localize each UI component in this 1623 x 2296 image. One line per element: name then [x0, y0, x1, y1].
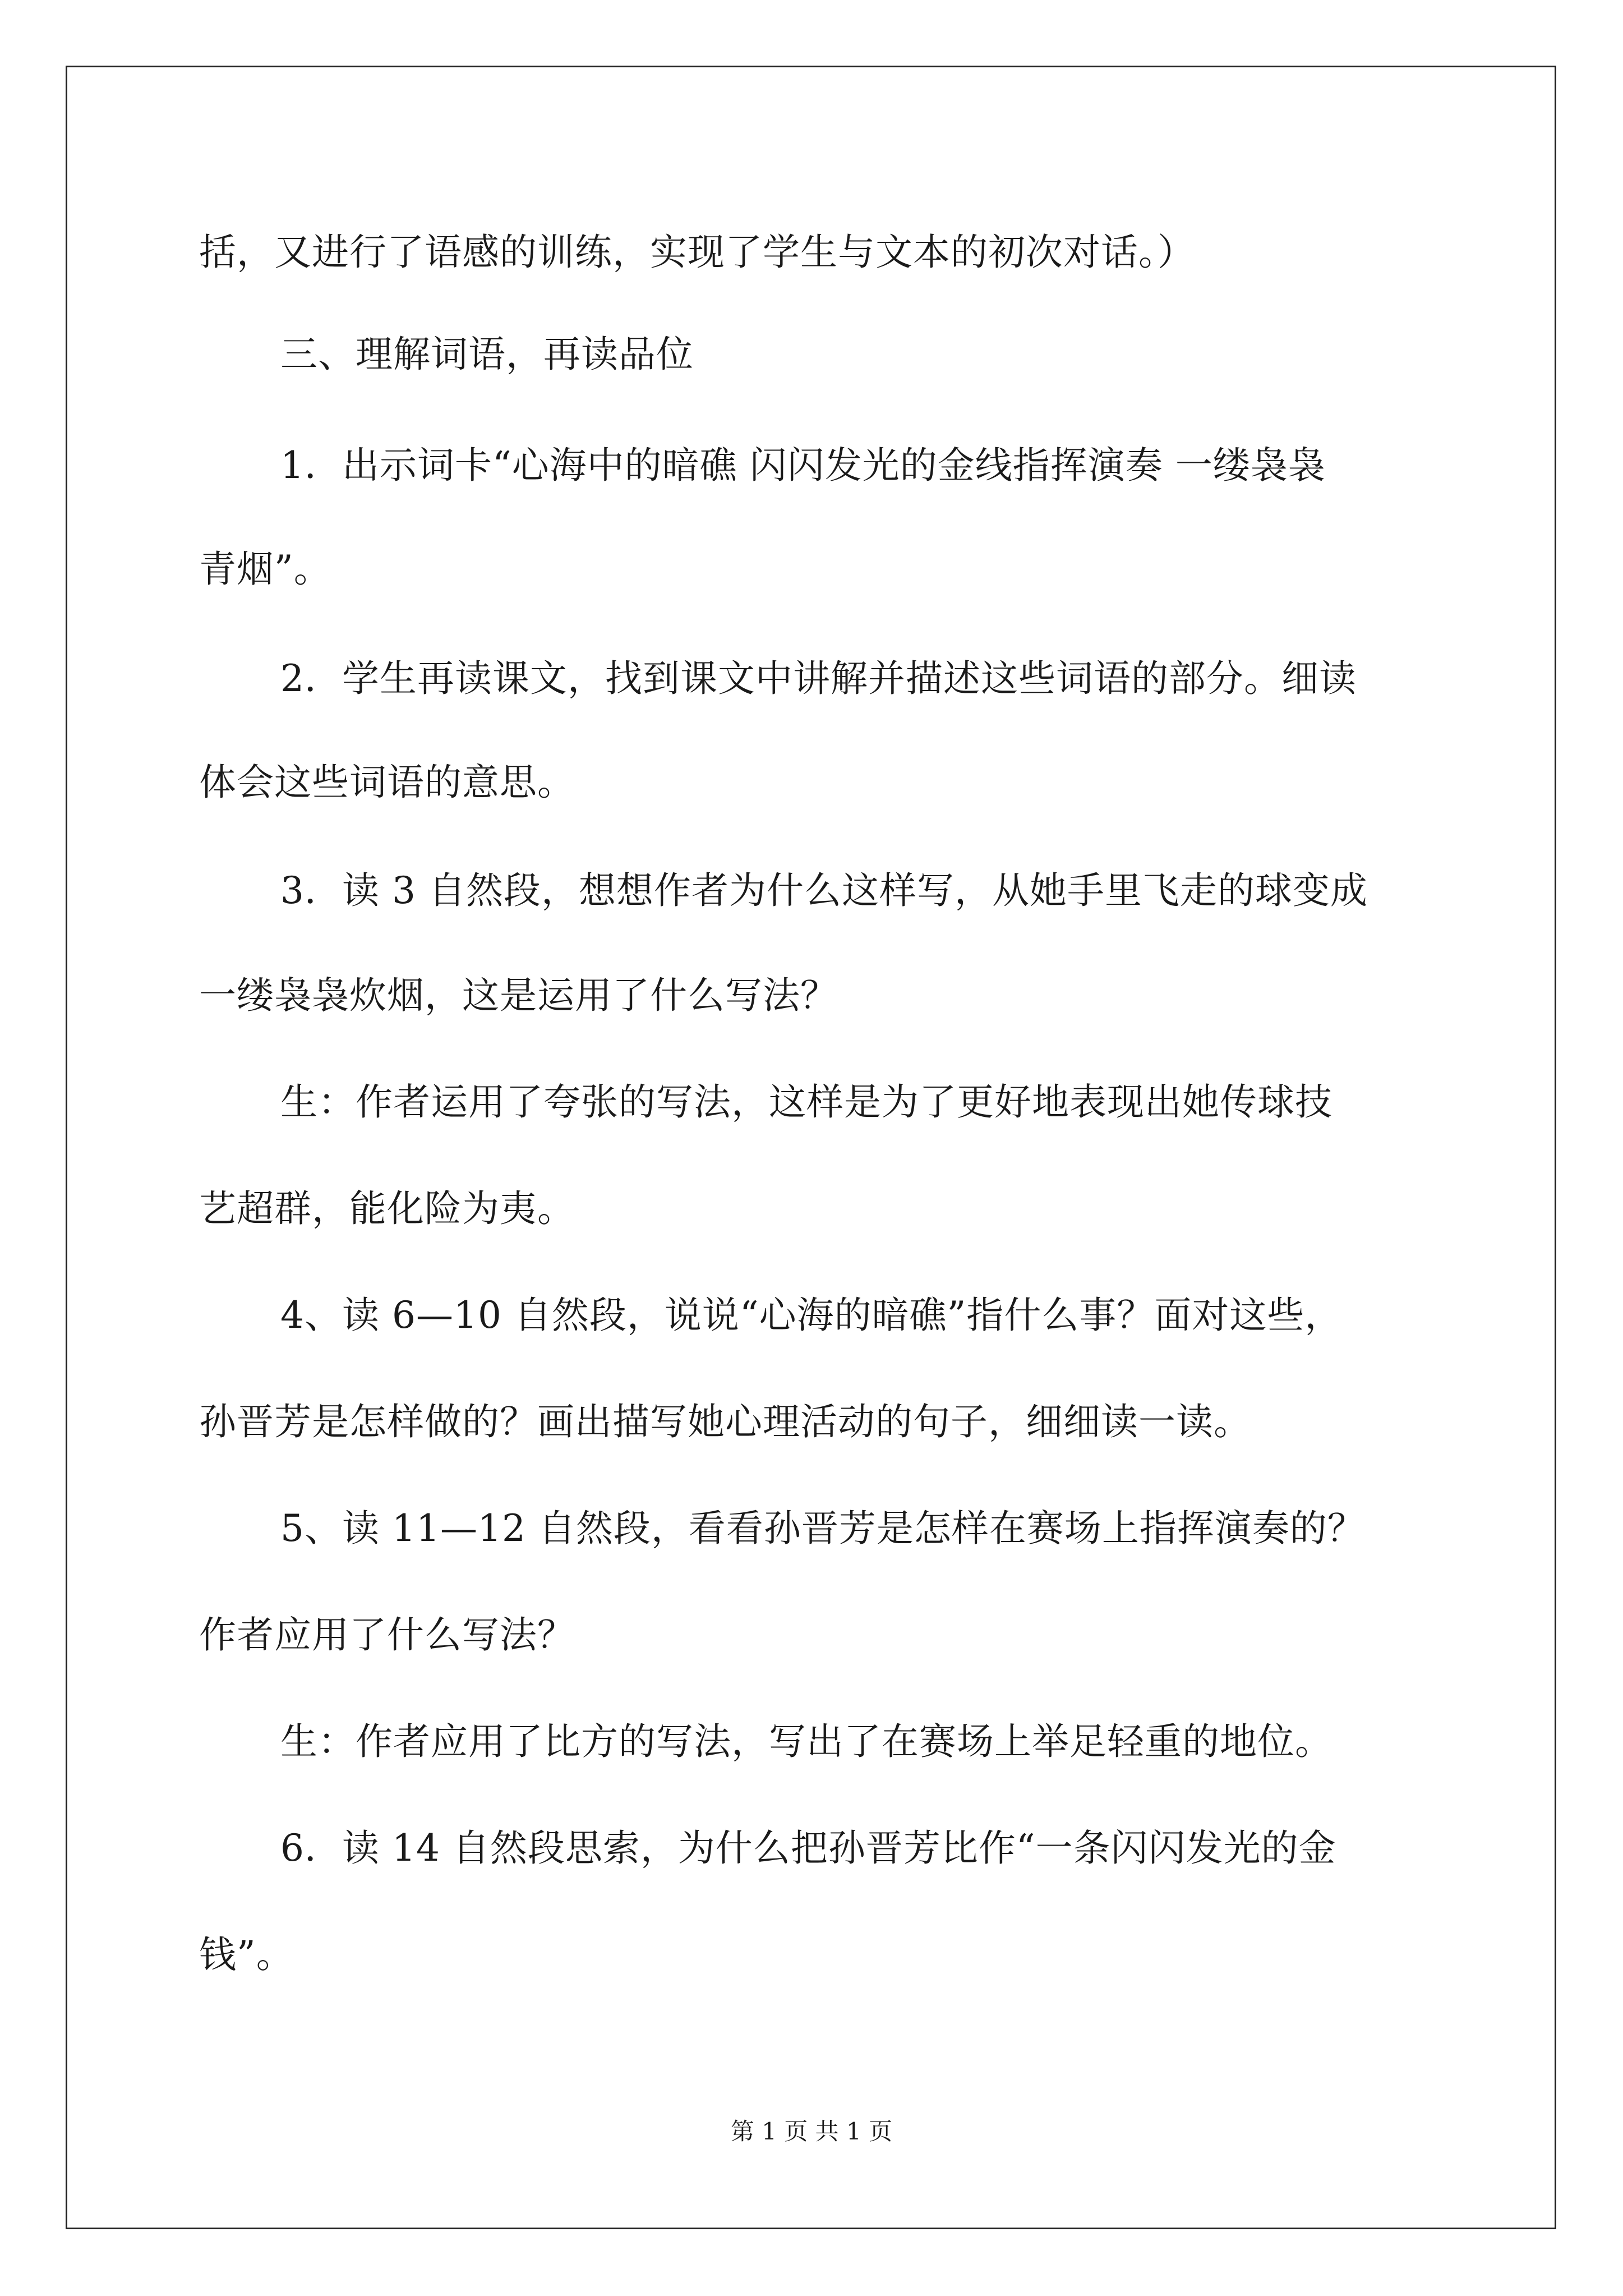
text-line: 生：作者应用了比方的写法，写出了在赛场上举足轻重的地位。 — [280, 1720, 1332, 1763]
text-line: 青烟”。 — [199, 547, 331, 591]
text-line: 5、读 11—12 自然段，看看孙晋芳是怎样在赛场上指挥演奏的？ — [280, 1507, 1365, 1550]
text-line: 3．读 3 自然段，想想作者为什么这样写，从她手里飞走的球变成 — [280, 869, 1368, 912]
text-line: 一缕袅袅炊烟，这是运用了什么写法？ — [199, 974, 838, 1017]
text-line: 6．读 14 自然段思索，为什么把孙晋芳比作“一条闪闪发光的金 — [280, 1826, 1336, 1870]
page-frame — [66, 66, 1556, 2229]
text-line: 生：作者运用了夸张的写法，这样是为了更好地表现出她传球技 — [280, 1080, 1332, 1124]
text-line: 体会这些词语的意思。 — [199, 761, 575, 804]
page-footer: 第 1 页 共 1 页 — [730, 2118, 893, 2145]
text-line: 2．学生再读课文，找到课文中讲解并描述这些词语的部分。细读 — [280, 657, 1357, 700]
text-line: 钱”。 — [199, 1933, 294, 1976]
text-line: 1．出示词卡“心海中的暗礁 闪闪发光的金线指挥演奏 一缕袅袅 — [280, 444, 1326, 487]
text-line: 艺超群，能化险为夷。 — [199, 1187, 575, 1230]
text-line: 作者应用了什么写法？ — [199, 1613, 575, 1657]
text-line: 孙晋芳是怎样做的？画出描写她心理活动的句子，细细读一读。 — [199, 1400, 1251, 1443]
text-line: 4、读 6—10 自然段，说说“心海的暗礁”指什么事？面对这些， — [280, 1294, 1343, 1337]
text-line: 括，又进行了语感的训练，实现了学生与文本的初次对话。） — [199, 231, 1195, 274]
section-heading: 三、理解词语，再读品位 — [280, 333, 694, 376]
